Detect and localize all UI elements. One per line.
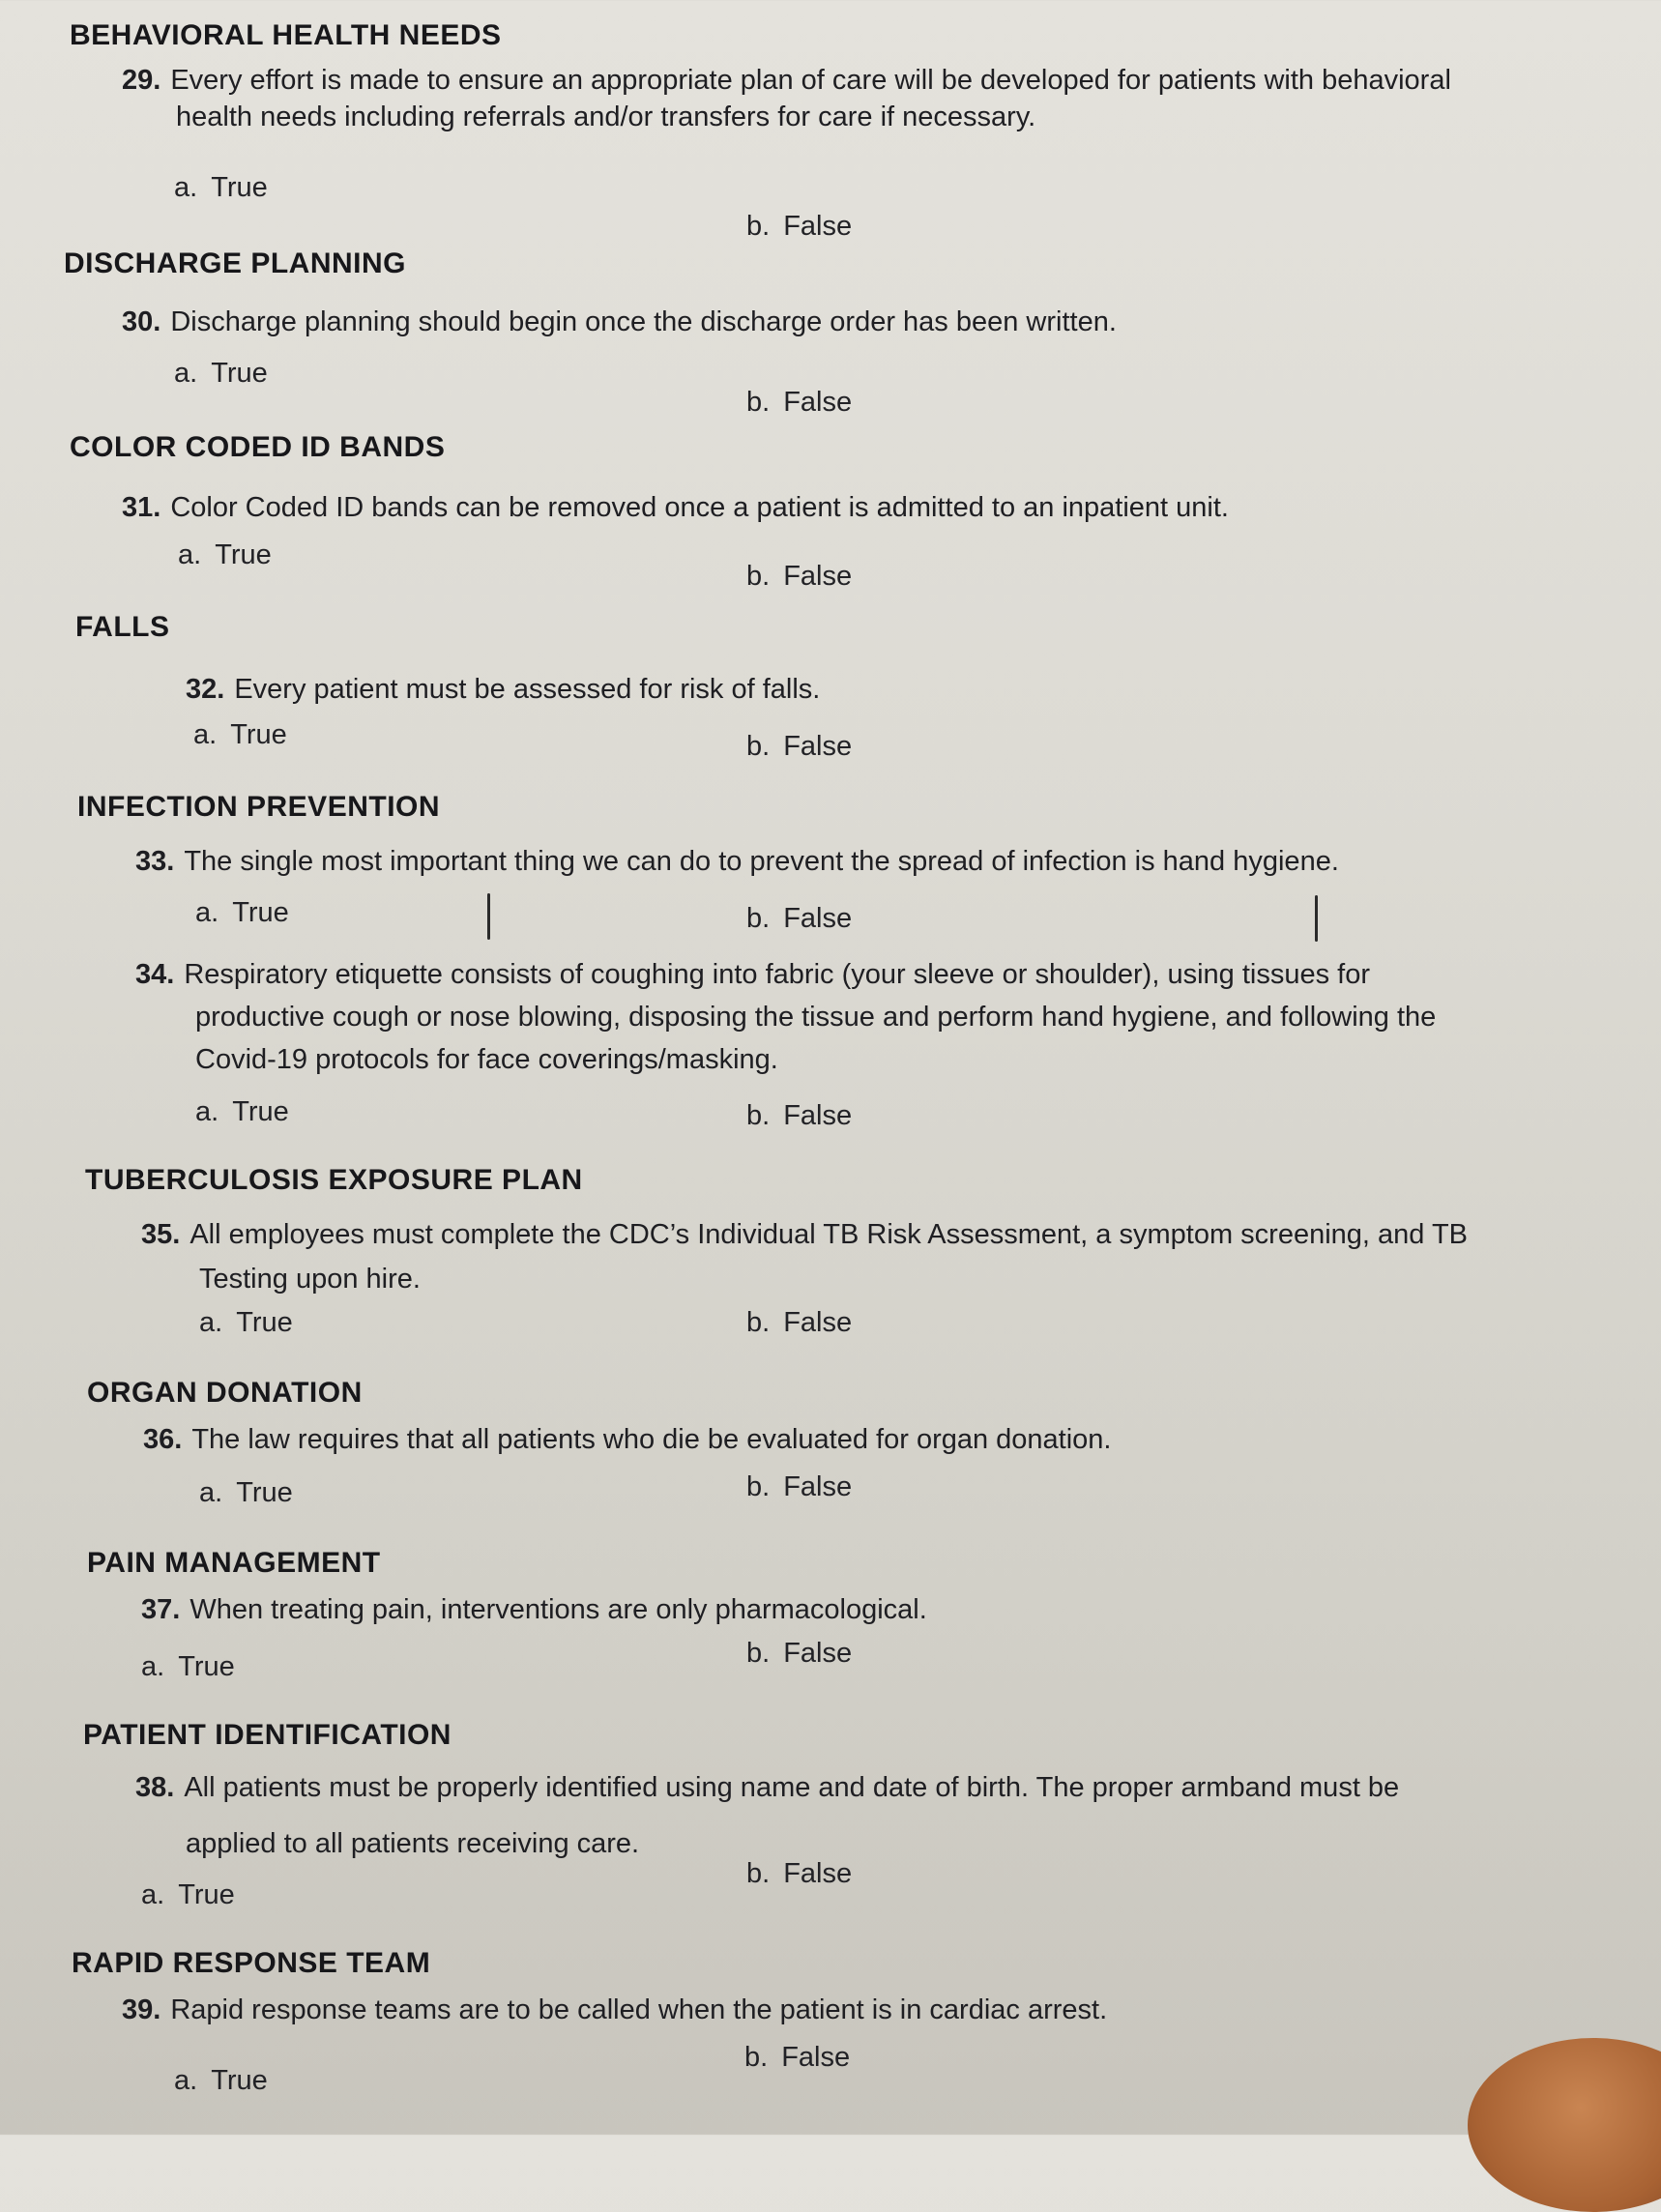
question-number: 35.	[141, 1219, 181, 1250]
question-text-line: Testing upon hire.	[199, 1264, 421, 1295]
answer-option-a[interactable]: a. True	[141, 1651, 235, 1682]
question-text-line: health needs including referrals and/or transfers for care if necessary.	[176, 102, 1036, 132]
question-text-line: All employees must complete the CDC’s Individual TB Risk Assessment, a symptom screening, and TB	[189, 1219, 1468, 1250]
question-number: 30.	[122, 306, 161, 337]
question-text-line: Color Coded ID bands can be removed once a patient is admitted to an inpatient unit.	[170, 492, 1229, 523]
question-number: 36.	[143, 1424, 183, 1455]
section-heading: PAIN MANAGEMENT	[87, 1547, 381, 1579]
question-number: 31.	[122, 492, 161, 523]
question-29	[122, 62, 1451, 135]
section-heading: FALLS	[75, 611, 170, 643]
answer-option-a[interactable]: a. True	[178, 539, 272, 570]
section-heading: PATIENT IDENTIFICATION	[83, 1719, 452, 1751]
question-text-line: Every patient must be assessed for risk of falls.	[234, 674, 821, 705]
question-number: 32.	[186, 674, 225, 705]
answer-option-a[interactable]: a. True	[199, 1307, 293, 1338]
pen-mark	[1315, 895, 1318, 942]
answer-option-a[interactable]: a. True	[174, 172, 268, 203]
question-text-line: When treating pain, interventions are only pharmacological.	[189, 1594, 927, 1625]
answer-option-b[interactable]: b. False	[746, 1471, 853, 1502]
pen-mark	[487, 893, 490, 940]
question-number: 33.	[135, 846, 175, 877]
question-text-line: Covid-19 protocols for face coverings/masking.	[195, 1044, 778, 1075]
answer-option-b[interactable]: b. False	[746, 1307, 853, 1338]
question-31	[122, 489, 1229, 526]
question-text-line: Rapid response teams are to be called when the patient is in cardiac arrest.	[170, 1994, 1108, 2025]
section-heading: DISCHARGE PLANNING	[64, 247, 407, 279]
answer-option-b[interactable]: b. False	[746, 211, 853, 242]
question-38	[135, 1760, 1399, 1872]
question-number: 29.	[122, 65, 161, 96]
answer-option-b[interactable]: b. False	[744, 2042, 851, 2073]
question-text-line: The single most important thing we can do to prevent the spread of infection is hand hygiene.	[184, 846, 1339, 877]
question-text-line: Every effort is made to ensure an appropriate plan of care will be developed for patients with behavioral	[170, 65, 1451, 96]
question-32	[186, 671, 820, 708]
question-33	[135, 843, 1339, 880]
question-35	[141, 1212, 1468, 1301]
answer-option-b[interactable]: b. False	[746, 1858, 853, 1889]
question-text-line: productive cough or nose blowing, disposing the tissue and perform hand hygiene, and following the	[195, 1002, 1437, 1033]
question-30	[122, 304, 1117, 340]
question-39	[122, 1992, 1107, 2028]
answer-option-b[interactable]: b. False	[746, 731, 853, 762]
question-text-line: Discharge planning should begin once the discharge order has been written.	[170, 306, 1117, 337]
answer-option-b[interactable]: b. False	[746, 1638, 853, 1669]
question-37	[141, 1591, 927, 1628]
question-text-line: applied to all patients receiving care.	[186, 1828, 640, 1859]
finger-in-corner	[1468, 2038, 1661, 2212]
answer-option-a[interactable]: a. True	[174, 358, 268, 389]
question-number: 37.	[141, 1594, 181, 1625]
section-heading: BEHAVIORAL HEALTH NEEDS	[70, 19, 502, 51]
question-number: 34.	[135, 959, 175, 990]
section-heading: INFECTION PREVENTION	[77, 791, 441, 823]
section-heading: RAPID RESPONSE TEAM	[72, 1947, 431, 1979]
answer-option-b[interactable]: b. False	[746, 387, 853, 418]
question-number: 38.	[135, 1772, 175, 1803]
question-number: 39.	[122, 1994, 161, 2025]
answer-option-a[interactable]: a. True	[193, 719, 287, 750]
answer-option-b[interactable]: b. False	[746, 561, 853, 592]
answer-option-a[interactable]: a. True	[199, 1477, 293, 1508]
section-heading: ORGAN DONATION	[87, 1377, 363, 1409]
question-text-line: Respiratory etiquette consists of coughing into fabric (your sleeve or shoulder), using tissues for	[184, 959, 1370, 990]
question-36	[143, 1421, 1112, 1458]
question-text-line: All patients must be properly identified using name and date of birth. The proper armband must be	[184, 1772, 1400, 1803]
question-34	[135, 953, 1436, 1081]
answer-option-a[interactable]: a. True	[195, 897, 289, 928]
question-text-line: The law requires that all patients who die be evaluated for organ donation.	[191, 1424, 1112, 1455]
answer-option-a[interactable]: a. True	[174, 2065, 268, 2096]
section-heading: TUBERCULOSIS EXPOSURE PLAN	[85, 1164, 583, 1196]
answer-option-b[interactable]: b. False	[746, 1100, 853, 1131]
answer-option-a[interactable]: a. True	[141, 1879, 235, 1910]
answer-option-a[interactable]: a. True	[195, 1096, 289, 1127]
answer-option-b[interactable]: b. False	[746, 903, 853, 934]
section-heading: COLOR CODED ID BANDS	[70, 431, 446, 463]
